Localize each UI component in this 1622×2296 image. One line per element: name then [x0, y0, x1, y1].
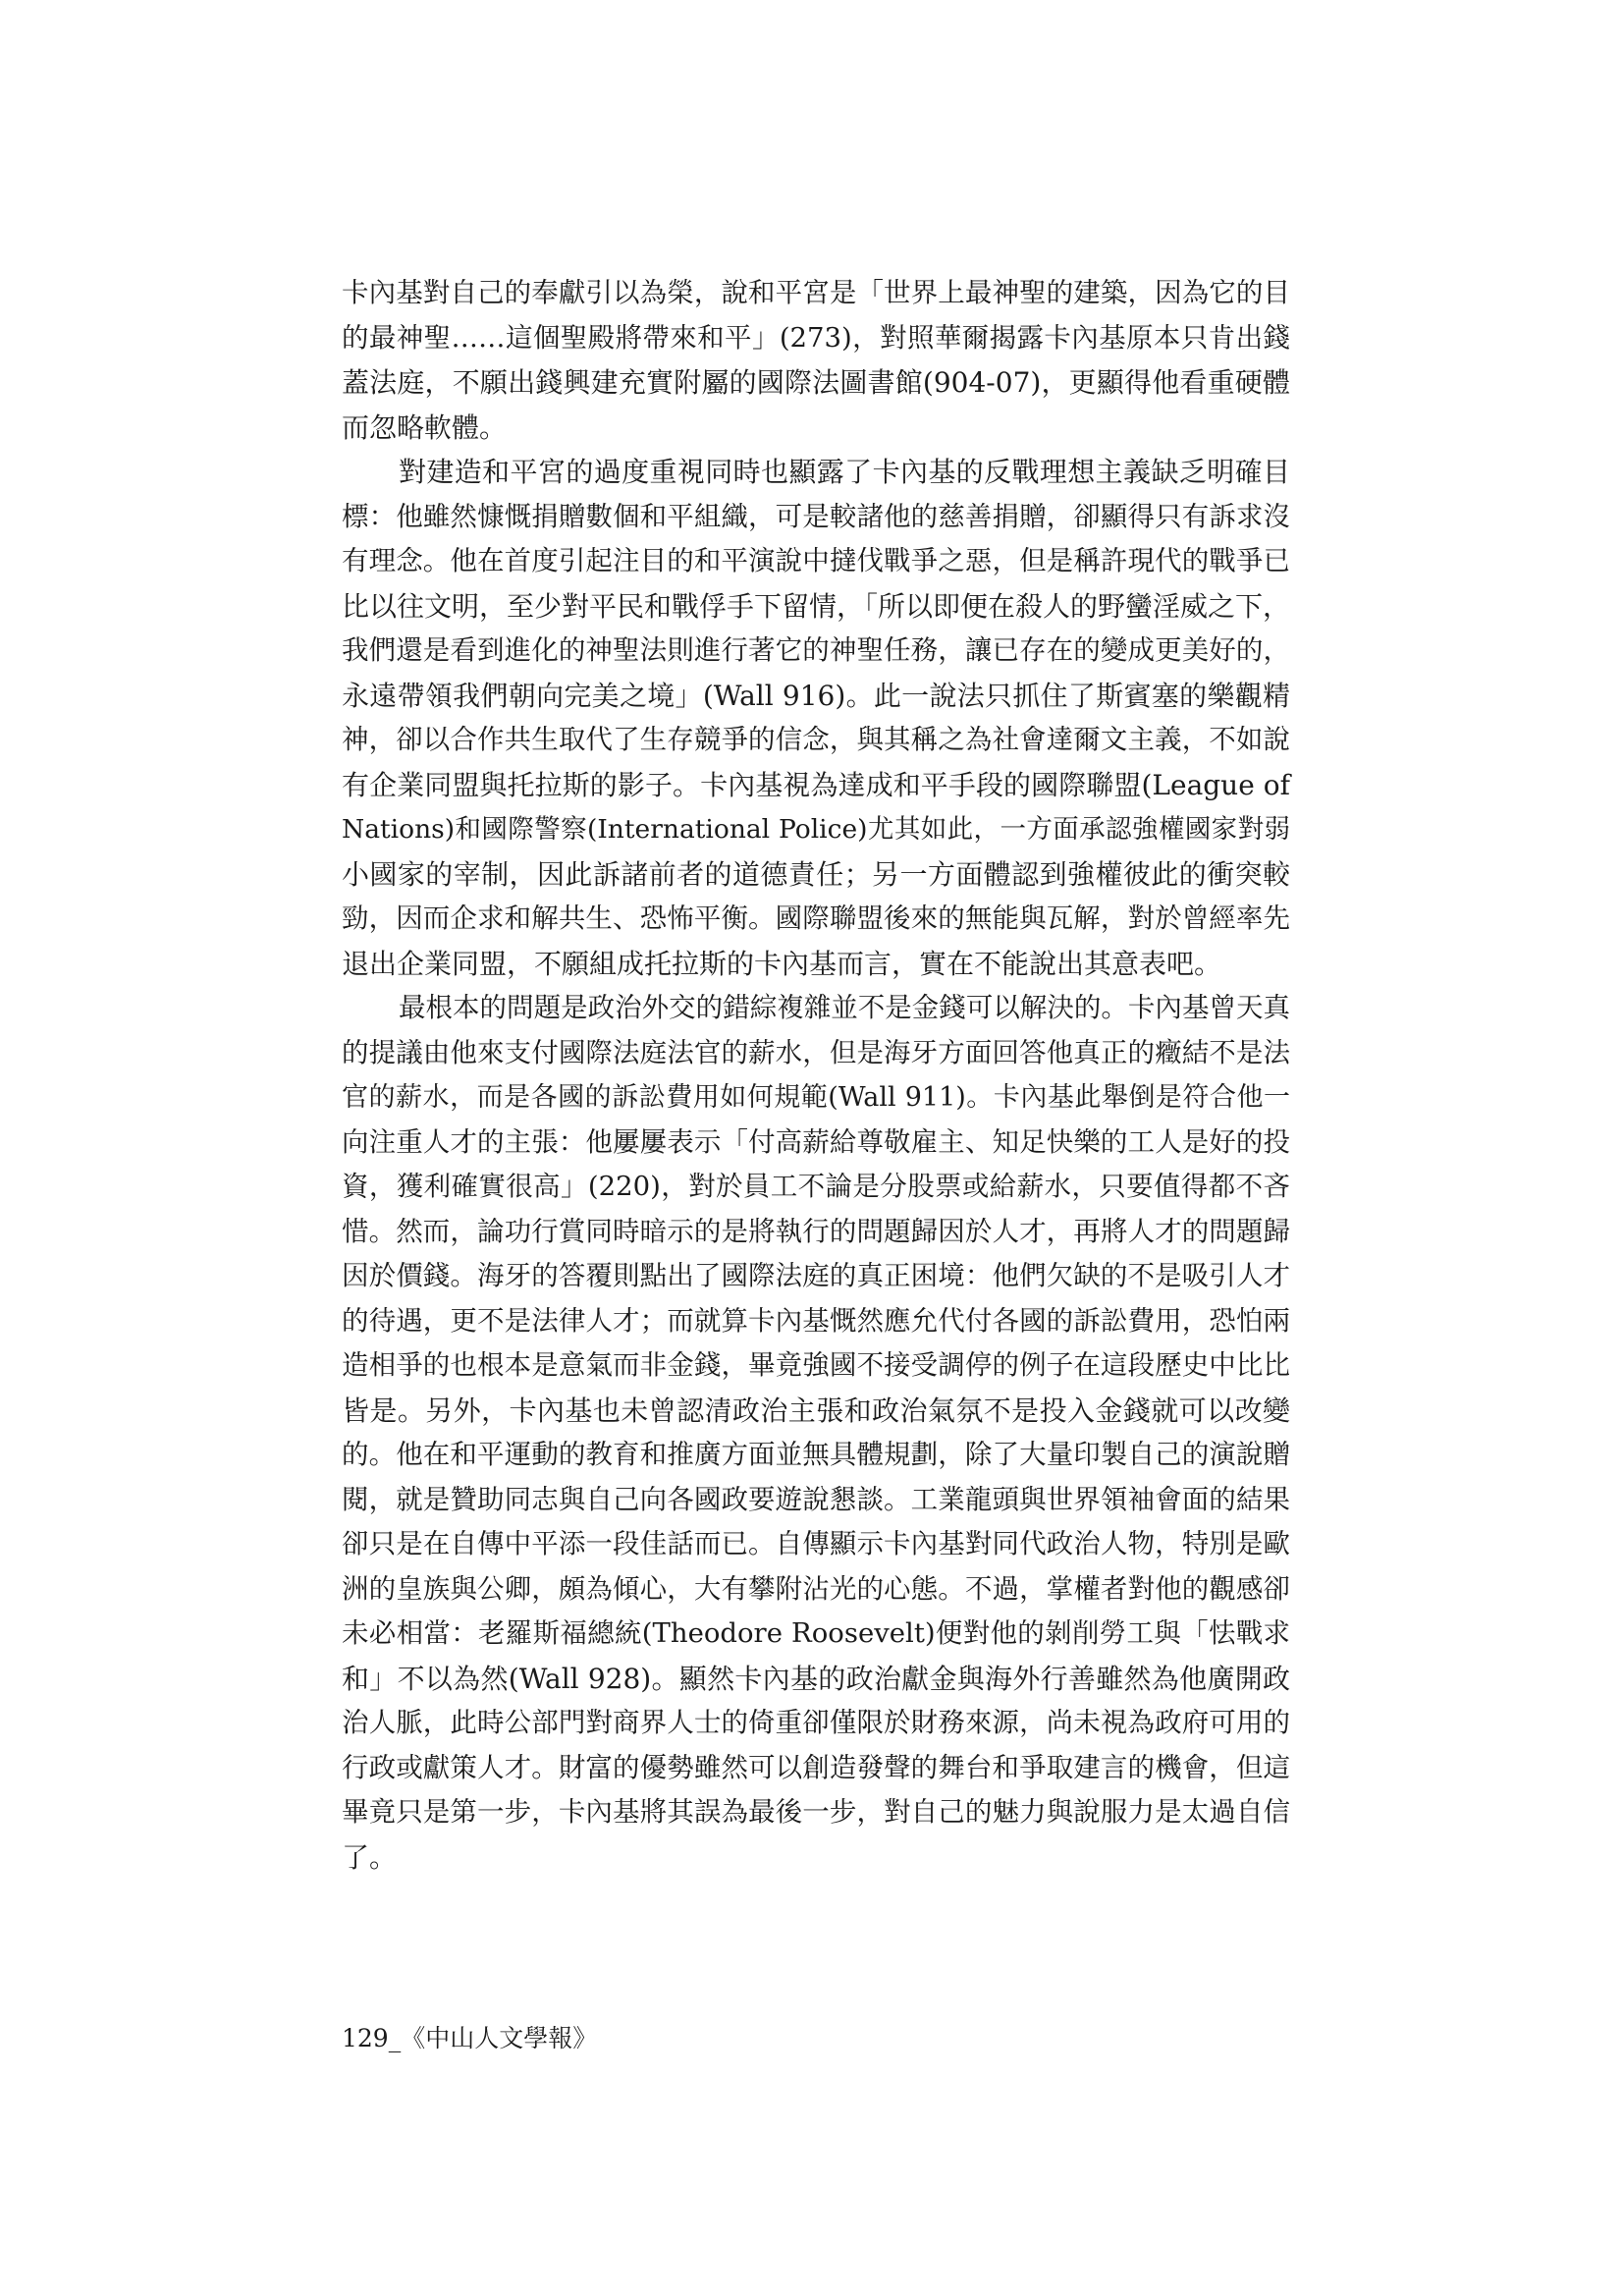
text-line: 蓋法庭，不願出錢興建充實附屬的國際法圖書館(904-07)，更顯得他看重硬體 — [342, 366, 1290, 399]
paragraph — [342, 986, 1290, 1880]
text-line: 退出企業同盟，不願組成托拉斯的卡內基而言，實在不能說出其意表吧。 — [342, 947, 1222, 980]
paragraph — [342, 450, 1290, 986]
text-line: 治人脈，此時公部門對商界人士的倚重卻僅限於財務來源，尚未視為政府可用的 — [342, 1707, 1290, 1738]
text-line: 我們還是看到進化的神聖法則進行著它的神聖任務，讓已存在的變成更美好的， — [342, 634, 1290, 666]
text-line: 洲的皇族與公卿，頗為傾心，大有攀附沾光的心態。不過，掌權者對他的觀感卻 — [342, 1572, 1290, 1605]
text-line: 造相爭的也根本是意氣而非金錢，畢竟強國不接受調停的例子在這段歷史中比比 — [342, 1349, 1290, 1381]
text-line: 比以往文明，至少對平民和戰俘手下留情，「所以即便在殺人的野蠻淫威之下， — [342, 589, 1291, 623]
text-line: 卻只是在自傳中平添一段佳話而已。自傳顯示卡內基對同代政治人物，特別是歐 — [342, 1528, 1290, 1559]
text-line: 神，卻以合作共生取代了生存競爭的信念，與其稱之為社會達爾文主義，不如說 — [342, 724, 1290, 755]
text-line: 皆是。另外，卡內基也未曾認清政治主張和政治氣氛不是投入金錢就可以改變 — [342, 1394, 1290, 1427]
text-line: 最根本的問題是政治外交的錯綜複雜並不是金錢可以解決的。卡內基曾天真 — [399, 992, 1290, 1023]
paragraph — [342, 271, 1290, 450]
text-line: 有企業同盟與托拉斯的影子。卡內基視為達成和平手段的國際聯盟(League of — [342, 768, 1290, 801]
text-line: 官的薪水，而是各國的訴訟費用如何規範(Wall 911)。卡內基此舉倒是符合他一 — [342, 1082, 1290, 1113]
text-line: 標：他雖然慷慨捐贈數個和平組織，可是較諸他的慈善捐贈，卻顯得只有訴求沒 — [342, 500, 1290, 532]
text-line: 未必相當：老羅斯福總統(Theodore Roosevelt)便對他的剝削勞工與「怯戰求 — [342, 1617, 1290, 1649]
text-line: 行政或獻策人才。財富的優勢雖然可以創造發聲的舞台和爭取建言的機會，但這 — [342, 1751, 1290, 1783]
text-line: 和」不以為然(Wall 928)。顯然卡內基的政治獻金與海外行善雖然為他廣開政 — [342, 1662, 1290, 1695]
text-line: 小國家的宰制，因此訴諸前者的道德責任；另一方面體認到強權彼此的衝突較 — [342, 857, 1290, 891]
text-line: 向注重人才的主張：他屢屢表示「付高薪給尊敬雇主、知足快樂的工人是好的投 — [342, 1125, 1290, 1158]
text-line: 的待遇，更不是法律人才；而就算卡內基慨然應允代付各國的訴訟費用，恐怕兩 — [342, 1304, 1290, 1337]
text-line: 閱，就是贊助同志與自己向各國政要遊說懇談。工業龍頭與世界領袖會面的結果 — [342, 1483, 1290, 1515]
body-text — [342, 271, 1290, 1880]
text-line: 勁，因而企求和解共生、恐怖平衡。國際聯盟後來的無能與瓦解，對於曾經率先 — [342, 902, 1290, 934]
text-line: 而忽略軟體。 — [342, 410, 508, 444]
text-line: 資，獲利確實很高」(220)，對於員工不論是分股票或給薪水，只要值得都不吝 — [342, 1171, 1290, 1202]
text-line: 惜。然而，論功行賞同時暗示的是將執行的問題歸因於人才，再將人才的問題歸 — [342, 1215, 1290, 1247]
text-line: Nations)和國際警察(International Police)尤其如此，一方面承認強權國家對弱 — [342, 814, 1290, 845]
text-line: 有理念。他在首度引起注目的和平演說中撻伐戰爭之惡，但是稱許現代的戰爭已 — [342, 545, 1290, 576]
text-line: 的最神聖……這個聖殿將帶來和平」(273)，對照華爾揭露卡內基原本只肯出錢 — [342, 321, 1290, 354]
page-number-journal-title: 129_《中山人文學報》 — [342, 2024, 598, 2052]
text-line: 的。他在和平運動的教育和推廣方面並無具體規劃，除了大量印製自己的演說贈 — [342, 1439, 1290, 1470]
text-line: 了。 — [342, 1840, 398, 1874]
page-footer — [342, 2023, 597, 2054]
text-line: 畢竟只是第一步，卡內基將其誤為最後一步，對自己的魅力與說服力是太過自信 — [342, 1796, 1290, 1828]
text-line: 永遠帶領我們朝向完美之境」(Wall 916)。此一說法只抓住了斯賓塞的樂觀精 — [342, 679, 1290, 712]
text-line: 的提議由他來支付國際法庭法官的薪水，但是海牙方面回答他真正的癥結不是法 — [342, 1036, 1290, 1068]
text-line: 對建造和平宮的過度重視同時也顯露了卡內基的反戰理想主義缺乏明確目 — [399, 456, 1290, 488]
text-line: 卡內基對自己的奉獻引以為榮，說和平宮是「世界上最神聖的建築，因為它的目 — [342, 277, 1290, 308]
text-line: 因於價錢。海牙的答覆則點出了國際法庭的真正困境：他們欠缺的不是吸引人才 — [342, 1260, 1290, 1291]
